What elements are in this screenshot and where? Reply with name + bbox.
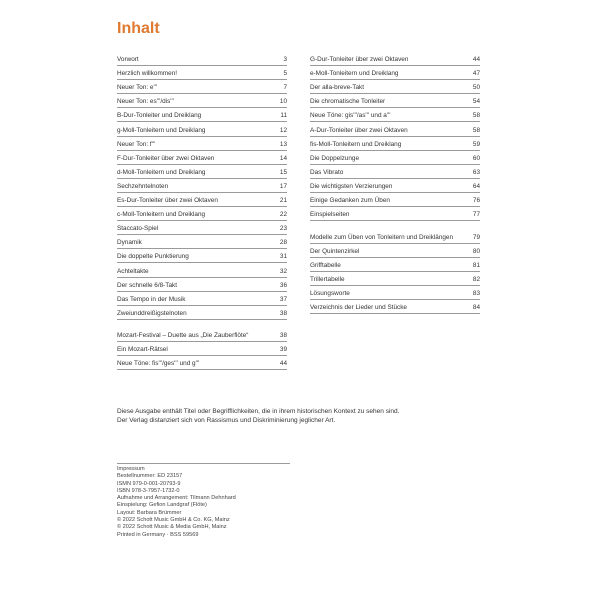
toc-entry [117,235,287,249]
toc-entry-title: Sechzehntelnoten [117,182,169,190]
toc-entry [310,244,480,258]
imprint-heading: Impressum [117,466,145,472]
imprint-line: Bestellnummer: ED 23157 [117,473,183,480]
toc-entry-title: Der Quintenzirkel [310,247,360,255]
toc-entry [117,342,287,356]
toc-entry [117,306,287,320]
toc-entry-page: 13 [279,140,287,148]
toc-entry-title: Verzeichnis der Lieder und Stücke [310,304,407,312]
toc-entry [117,137,287,151]
imprint-line: Einspielung: Gefion Landgraf (Flöte) [117,502,207,509]
toc-entry-title: A-Dur-Tonleiter über zwei Oktaven [310,126,408,134]
imprint-divider [117,463,290,464]
toc-entry-title: B-Dur-Tonleiter und Dreiklang [117,112,202,120]
imprint-line: Printed in Germany · BSS 59569 [117,531,199,538]
toc-entry-page: 32 [279,267,287,275]
historical-notice [117,407,497,425]
toc-entry-page: 38 [279,309,287,317]
toc-entry-page: 79 [472,233,480,241]
toc-entry [310,207,480,221]
toc-entry [117,122,287,136]
toc-entry-title: Das Tempo in der Musik [117,295,186,303]
toc-entry-title: Achteltakte [117,267,149,275]
toc-entry-page: 15 [279,168,287,176]
toc-entry-page: 58 [472,112,480,120]
toc-entry-title: Die wichtigsten Verzierungen [310,182,393,190]
toc-entry [117,108,287,122]
toc-entry-title: G-Dur-Tonleiter über zwei Oktaven [310,56,409,64]
toc-entry [117,278,287,292]
toc-entry-page: 3 [283,56,287,64]
toc-entry-page: 84 [472,304,480,312]
toc-entry [310,221,480,244]
imprint-line: ISMN 979-0-001-20793-9 [117,480,181,487]
toc-entry-page: 21 [279,197,287,205]
toc-column-left [117,52,287,370]
toc-entry-title: Die doppelte Punktierung [117,253,189,261]
toc-entry-title: c-Moll-Tonleitern und Dreiklang [117,211,206,219]
toc-entry-page: 63 [472,168,480,176]
toc-column-right [310,52,480,314]
toc-entry [117,292,287,306]
toc-entry [310,52,480,66]
toc-entry [117,207,287,221]
toc-entry [310,300,480,314]
toc-entry-page: 23 [279,225,287,233]
imprint-line: © 2022 Schott Music GmbH & Co. KG, Mainz [117,517,230,524]
toc-entry-page: 82 [472,275,480,283]
toc-entry-title: Einspielseiten [310,211,350,219]
toc-entry-title: Neue Töne: gis'''/as''' und a''' [310,112,391,120]
toc-entry [117,249,287,263]
toc-entry-title: Ein Mozart-Rätsel [117,346,168,354]
toc-entry-title: Das Vibrato [310,168,344,176]
toc-entry-page: 81 [472,261,480,269]
toc-entry-page: 38 [279,332,287,340]
toc-entry-title: Die chromatische Tonleiter [310,98,386,106]
toc-entry-page: 7 [283,84,287,92]
toc-entry-title: Trillertabelle [310,275,345,283]
toc-entry [117,66,287,80]
toc-entry-title: Modelle zum Üben von Tonleitern und Dreiklängen [310,233,454,241]
toc-entry [310,80,480,94]
imprint-line: Layout: Barbara Brümmer [117,509,182,516]
toc-entry [117,263,287,277]
toc-entry-page: 28 [279,239,287,247]
notice-line: Diese Ausgabe enthält Titel oder Begrifflichkeiten, die in ihrem historischen Kontext zu sehen sind. [117,408,400,415]
toc-entry-page: 47 [472,70,480,78]
toc-entry-page: 37 [279,295,287,303]
toc-entry [310,151,480,165]
page-title: Inhalt [117,20,160,37]
toc-entry-title: Herzlich willkommen! [117,70,178,78]
toc-entry-page: 36 [279,281,287,289]
toc-entry-page: 14 [279,154,287,162]
toc-entry [117,179,287,193]
toc-entry [310,122,480,136]
toc-entry [310,108,480,122]
toc-entry-title: Einige Gedanken zum Üben [310,197,390,205]
toc-entry [117,151,287,165]
toc-entry-page: 59 [472,140,480,148]
toc-entry [310,137,480,151]
toc-entry [310,66,480,80]
toc-entry [310,193,480,207]
toc-entry-title: fis-Moll-Tonleitern und Dreiklang [310,140,402,148]
toc-entry-title: Der schnelle 6/8-Takt [117,281,178,289]
toc-entry-title: Grifftabelle [310,261,341,269]
toc-entry [310,179,480,193]
toc-entry-title: Vorwort [117,56,139,64]
toc-entry-title: Lösungsworte [310,290,350,297]
imprint-line: ISBN 978-3-7957-1732-0 [117,487,180,494]
toc-entry-title: Dynamik [117,239,142,247]
toc-entry-page: 50 [472,84,480,92]
toc-entry-title: Neuer Ton: f''' [117,140,156,148]
toc-entry [117,165,287,179]
toc-entry [310,272,480,286]
toc-entry [117,320,287,343]
toc-entry-title: Der alla-breve-Takt [310,84,364,92]
toc-entry-title: d-Moll-Tonleitern und Dreiklang [117,168,206,176]
toc-entry-page: 64 [472,182,480,190]
toc-entry-title: Es-Dur-Tonleiter über zwei Oktaven [117,197,218,205]
toc-entry-page: 31 [279,253,287,261]
toc-entry-title: Mozart-Festival – Duette aus „Die Zauberflöte“ [117,332,249,340]
notice-line: Der Verlag distanziert sich von Rassismus und Diskriminierung jeglicher Art. [117,417,336,424]
toc-entry [117,221,287,235]
toc-entry-page: 80 [472,247,480,255]
toc-entry [310,258,480,272]
imprint-line: Aufnahme und Arrangement: Tilmann Dehnhard [117,495,236,502]
toc-entry-page: 12 [279,126,287,134]
toc-entry-title: e-Moll-Tonleitern und Dreiklang [310,70,399,78]
toc-entry [310,94,480,108]
toc-entry [310,286,480,300]
toc-entry-title: Neue Töne: fis'''/ges''' und g''' [117,360,200,368]
toc-entry [117,94,287,108]
imprint [117,466,317,539]
toc-entry-page: 54 [472,98,480,106]
toc-entry-title: F-Dur-Tonleiter über zwei Oktaven [117,154,215,162]
toc-entry-page: 5 [283,70,287,78]
toc-entry [117,193,287,207]
toc-entry-title: Neuer Ton: es'''/dis''' [117,98,174,106]
toc-entry [310,165,480,179]
toc-entry-page: 10 [279,98,287,106]
toc-entry-page: 58 [472,126,480,134]
toc-entry-page: 77 [472,211,480,219]
toc-entry [117,52,287,66]
toc-entry-title: Zweiunddreißigstelnoten [117,309,187,317]
toc-entry-page: 44 [472,56,480,64]
toc-entry-page: 83 [472,290,480,297]
toc-entry-page: 17 [279,182,287,190]
toc-entry-page: 44 [279,360,287,368]
toc-entry-page: 11 [280,112,287,120]
toc-entry [117,80,287,94]
toc-entry-page: 22 [279,211,287,219]
toc-entry-title: Neuer Ton: e''' [117,84,158,92]
toc-entry-page: 39 [279,346,287,354]
toc-entry-page: 76 [472,197,480,205]
toc-entry-title: Die Doppelzunge [310,154,360,162]
toc-entry-page: 60 [472,154,480,162]
imprint-line: © 2022 Schott Music & Media GmbH, Mainz [117,524,227,531]
toc-entry [117,356,287,370]
toc-entry-title: g-Moll-Tonleitern und Dreiklang [117,126,206,134]
toc-entry-title: Staccato-Spiel [117,225,159,233]
